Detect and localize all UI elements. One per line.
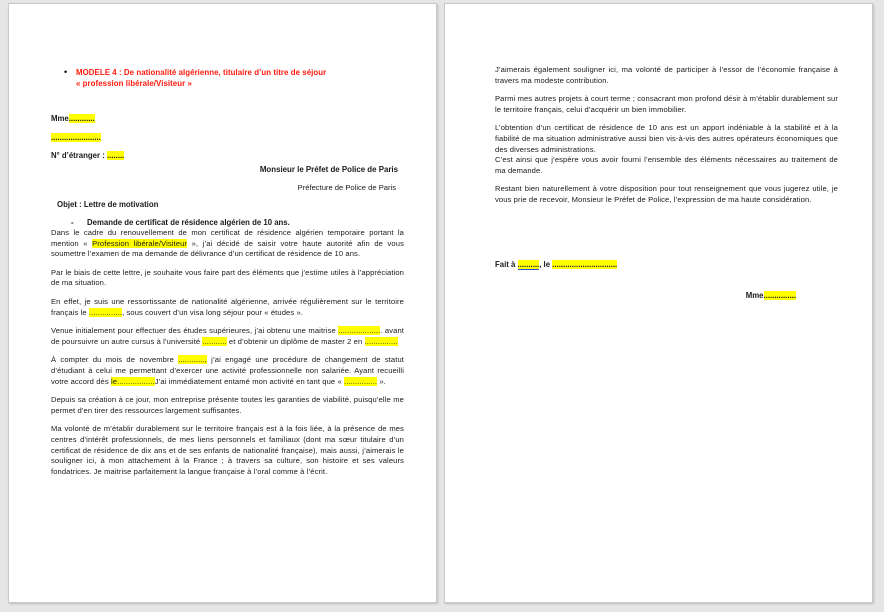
subject-heading: Objet : Lettre de motivation (57, 200, 159, 209)
sender-name-line (51, 114, 124, 123)
model-title (76, 67, 326, 89)
paragraph-5-part-c: J’ai immédiatement entamé mon activité en tant que « (154, 376, 344, 386)
document-page-1 (8, 3, 437, 603)
page-1-body (51, 228, 404, 477)
place-date-line (495, 260, 838, 270)
model-title-block (63, 67, 402, 89)
dash-icon: - (71, 218, 74, 227)
sender-address-block (51, 114, 124, 160)
paragraph-1 (51, 228, 404, 260)
paragraph-3-highlight: ............... (88, 307, 123, 317)
model-title-line-1: MODELE 4 : De nationalité algérienne, titulaire d’un titre de séjour (76, 68, 327, 77)
paragraph-3 (51, 297, 404, 318)
signature-name-line (495, 291, 838, 301)
addressee-institution: Préfecture de Police de Paris (297, 183, 396, 192)
paragraph-1-part-b: », j’ai décidé de saisir votre haute autorité afin de vous soumettre l’examen de ma demande de délivrance d’un certificat de résidence de 10 ans. (51, 238, 404, 259)
sender-address-line (51, 133, 124, 142)
bullet-icon: • (64, 67, 68, 77)
document-page-2 (444, 3, 873, 603)
paragraph-4-part-a: Venue initialement pour effectuer des études supérieures, j’ai obtenu une maitrise (51, 326, 339, 336)
paragraph-4-part-b: . avant de poursuivre un autre cursus à l’université (51, 326, 404, 346)
subject-detail: Demande de certificat de résidence algérien de 10 ans. (87, 218, 290, 227)
paragraph-4-highlight-1: ................... (338, 326, 381, 336)
signature-name-label: Mme (745, 291, 764, 300)
paragraph-5-highlight-3: ............... (343, 376, 378, 386)
paragraph-1-highlight: Profession libérale/Visiteur (92, 238, 188, 248)
paragraph-10: L’obtention d’un certificat de résidence de 10 ans est un apport indéniable à la stabilité et à la fiabilité de ma situation administrative aussi bien vis-à-vis des autres opérateurs économiques que des diverses administrations. (495, 123, 838, 154)
paragraph-5-part-d: ». (377, 376, 386, 386)
paragraph-4-part-c: et d’obtenir un diplôme de master 2 en (226, 336, 365, 346)
sender-name-label: Mme (51, 114, 69, 123)
foreigner-number-blank: ........ (106, 151, 125, 160)
paragraph-5-part-b: j’ai engagé une procédure de changement de statut d’étudiant à celui me permettant d’exercer une activité professionnelle non salariée. Ayant recueilli votre accord dès (51, 355, 404, 386)
paragraph-4-highlight-2: ........... (202, 336, 227, 346)
place-label: Fait à (495, 260, 518, 269)
addressee-name: Monsieur le Préfet de Police de Paris (259, 165, 398, 174)
paragraph-6: Depuis sa création à ce jour, mon entreprise présente toutes les garanties de viabilité, puisqu’elle me permet d’en tirer des ressources largement suffisantes. (51, 395, 404, 415)
paragraph-5 (51, 355, 404, 387)
signature-block (495, 260, 838, 301)
paragraph-7: Ma volonté de m’établir durablement sur le territoire français est à la fois liée, à la présence de mes centres d’intérêt professionnels, de mes liens personnels et familiaux (dont ma sœur titulaire d’un certificat de résidence de dix ans et de ses enfants de nationalité française), mais aussi, j’aimerais le souligner ici, à mon attachement à la France ; à travers sa culture, son histoire et ses valeurs fondatrices. Je maitrise parfaitement la langue française à l’oral comme à l’écrit. (51, 424, 404, 476)
paragraph-4 (51, 326, 404, 347)
page-2-body (495, 65, 838, 206)
paragraph-1-part-a: Dans le cadre du renouvellement de mon certificat de résidence algérien temporaire portant la mention « (51, 228, 404, 248)
date-label: , le (539, 260, 553, 269)
paragraph-5-highlight-1: ............, (178, 355, 207, 365)
signature-name-blank: ............... (763, 291, 796, 300)
place-blank: .......... (517, 260, 540, 269)
paragraph-5-part-a: À compter du mois de novembre (51, 355, 179, 365)
sender-name-blank: ............ (68, 114, 95, 123)
subject-block (57, 200, 402, 228)
paragraph-9: Parmi mes autres projets à court terme ; consacrant mon profond désir à m’établir durablement sur le territoire français, celui d’acquérir un bien immobilier. (495, 94, 838, 114)
addressee-block (260, 164, 398, 193)
model-title-row-1 (63, 67, 402, 89)
paragraph-4-highlight-3: ............... (364, 336, 398, 346)
paragraph-12: Restant bien naturellement à votre disposition pour tout renseignement que vous jugerez utile, je vous prie de recevoir, Monsieur le Préfet de Police, l’expression de ma haute considération. (495, 184, 838, 204)
paragraph-3-part-b: , sous couvert d’un visa long séjour pour « études ». (122, 307, 303, 317)
model-title-line-2: « profession libérale/Visiteur » (76, 79, 192, 89)
page-2-content-area (487, 4, 842, 602)
date-blank: .............................. (552, 260, 618, 269)
paragraph-2: Par le biais de cette lettre, je souhaite vous faire part des éléments que j’estime utiles à l’appréciation de ma situation. (51, 267, 404, 288)
sender-foreigner-number-line (51, 151, 124, 160)
foreigner-number-label: N° d’étranger : (51, 151, 107, 160)
paragraph-8: J’aimerais également souligner ici, ma volonté de participer à l’essor de l’économie française à travers ma modeste contribution. (495, 65, 838, 85)
paragraph-5-highlight-2: le................. (110, 376, 155, 386)
paragraph-11: C’est ainsi que j’espère vous avoir fourni l’ensemble des éléments nécessaires au traitement de ma demande. (495, 155, 838, 175)
page-1-content-area (51, 4, 406, 602)
subject-detail-row (57, 218, 402, 228)
sender-address-blank: ....................... (51, 133, 101, 142)
paragraph-3-part-a: En effet, je suis une ressortissante de nationalité algérienne, arrivée régulièrement sur le territoire français le (51, 296, 404, 317)
